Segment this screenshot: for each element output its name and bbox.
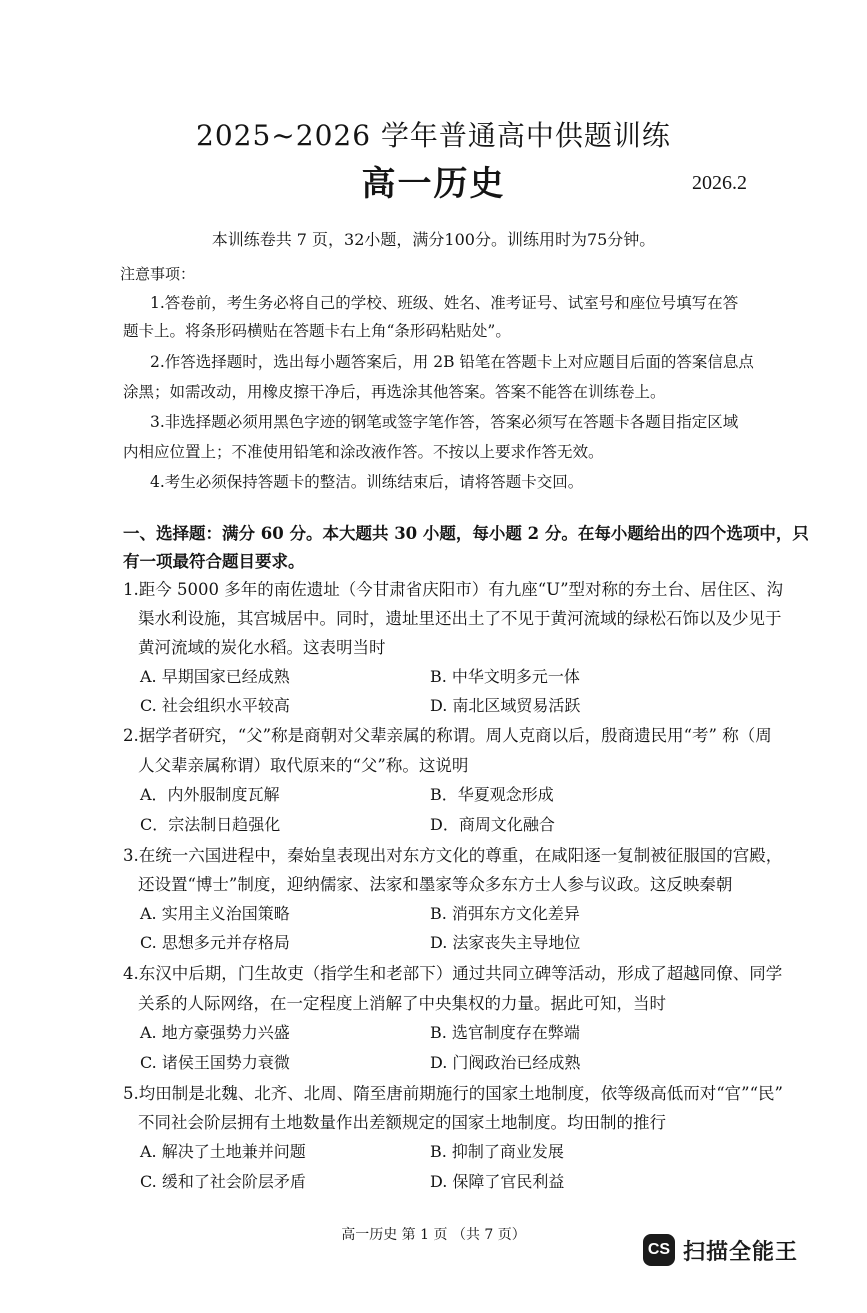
question-1-option-c: C. 社会组织水平较高 [140,696,290,715]
question-1-line-1: 1.距今 5000 多年的南佐遗址（今甘肃省庆阳市）有九座“U”型对称的夯土台、居住区、沟 [123,580,783,599]
question-2-option-d: D．商周文化融合 [430,815,555,834]
question-4-line-1: 4.东汉中后期，门生故吏（指学生和老部下）通过共同立碑等活动，形成了超越同僚、同学 [123,964,783,983]
question-3-option-d: D. 法家丧失主导地位 [430,933,581,952]
note-3-line-2: 内相应位置上；不准使用铅笔和涂改液作答。不按以上要求作答无效。 [123,443,604,461]
subject-title: 高一历史 [361,164,506,204]
question-5-option-a: A. 解决了土地兼并问题 [140,1142,306,1161]
question-5-line-2: 不同社会阶层拥有土地数量作出差额规定的国家土地制度。均田制的推行 [138,1113,666,1132]
question-3-line-1: 3.在统一六国进程中，秦始皇表现出对东方文化的尊重，在咸阳逐一复制被征服国的宫殿， [123,846,783,865]
question-2-option-a: A．内外服制度瓦解 [140,785,280,804]
question-5-option-b: B. 抑制了商业发展 [430,1142,564,1161]
notes-title: 注意事项： [120,265,196,283]
question-2-line-1: 2.据学者研究，“父”称是商朝对父辈亲属的称谓。周人克商以后，殷商遗民用“考” 称（周 [123,726,772,745]
question-1-option-a: A. 早期国家已经成熟 [140,667,290,686]
scanner-watermark [643,1232,798,1268]
note-4-line-1: 4.考生必须保持答题卡的整洁。训练结束后，请将答题卡交回。 [150,473,584,491]
question-2-option-c: C．宗法制日趋强化 [140,815,281,834]
question-2-line-2: 人父辈亲属称谓）取代原来的“父”称。这说明 [138,756,469,775]
section-heading-line-2: 有一项最符合题目要求。 [123,552,305,571]
question-4-option-d: D. 门阀政治已经成熟 [430,1053,581,1072]
note-3-line-1: 3.非选择题必须用黑色字迹的钢笔或签字笔作答，答案必须写在答题卡各题目指定区域 [150,413,739,431]
page-footer: 高一历史 第 1 页 （共 7 页） [341,1227,526,1243]
exam-intro: 本训练卷共 7 页，32小题，满分100分。训练用时为75分钟。 [211,230,656,249]
question-5-option-c: C. 缓和了社会阶层矛盾 [140,1172,306,1191]
note-2-line-2: 涂黑；如需改动，用橡皮擦干净后，再选涂其他答案。答案不能答在训练卷上。 [123,383,666,401]
question-1-option-d: D. 南北区域贸易活跃 [430,696,581,715]
question-5-option-d: D. 保障了官民利益 [430,1172,565,1191]
cs-logo-icon: CS [643,1234,675,1266]
question-1-line-3: 黄河流域的炭化水稻。这表明当时 [138,638,386,657]
section-heading-line-1: 一、选择题：满分 60 分。本大题共 30 小题，每小题 2 分。在每小题给出的四个选项中，只 [123,524,809,543]
question-3-option-c: C. 思想多元并存格局 [140,933,290,952]
question-4-option-b: B. 选官制度存在弊端 [430,1023,580,1042]
question-5-line-1: 5.均田制是北魏、北齐、北周、隋至唐前期施行的国家土地制度，依等级高低而对“官”“民” [123,1084,783,1103]
question-3-line-2: 还设置“博士”制度，迎纳儒家、法家和墨家等众多东方士人参与议政。这反映秦朝 [138,875,733,894]
question-1-line-2: 渠水利设施，其宫城居中。同时，遗址里还出土了不见于黄河流域的绿松石饰以及少见于 [138,609,782,628]
note-1-line-2: 题卡上。将条形码横贴在答题卡右上角“条形码粘贴处”。 [123,322,511,340]
exam-date: 2026.2 [692,172,747,194]
question-3-option-b: B. 消弭东方文化差异 [430,904,580,923]
note-2-line-1: 2.作答选择题时，选出每小题答案后，用 2B 铅笔在答题卡上对应题目后面的答案信息点 [150,353,754,371]
question-4-option-a: A. 地方豪强势力兴盛 [140,1023,290,1042]
question-1-option-b: B. 中华文明多元一体 [430,667,580,686]
note-1-line-1: 1.答卷前，考生务必将自己的学校、班级、姓名、准考证号、试室号和座位号填写在答 [150,294,739,312]
question-4-line-2: 关系的人际网络，在一定程度上消解了中央集权的力量。据此可知，当时 [138,994,666,1013]
exam-series-title: 2025~2026 学年普通高中供题训练 [196,119,671,152]
question-4-option-c: C. 诸侯王国势力衰微 [140,1053,290,1072]
question-3-option-a: A. 实用主义治国策略 [140,904,290,923]
question-2-option-b: B．华夏观念形成 [430,785,554,804]
scanner-app-name: 扫描全能王 [683,1239,799,1265]
